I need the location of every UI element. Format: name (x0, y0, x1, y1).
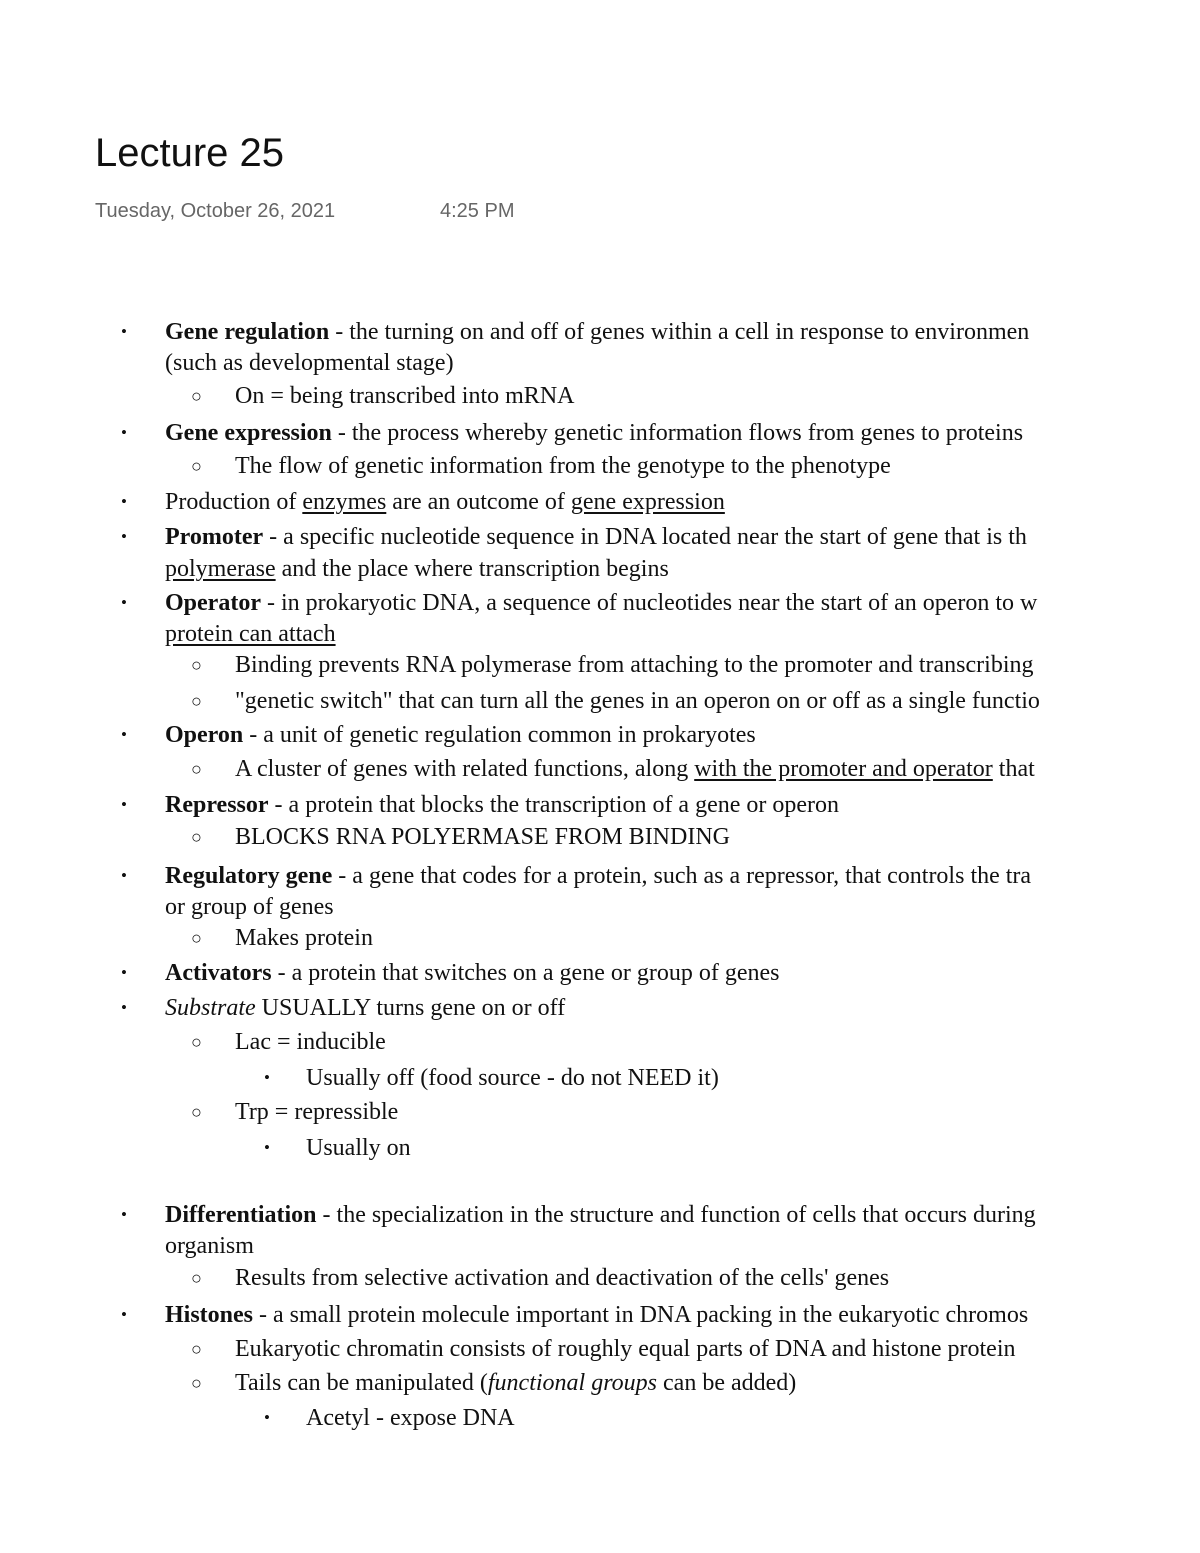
definition: - a unit of genetic regulation common in prokaryotes (243, 722, 756, 748)
bullet-icon: • (121, 322, 127, 341)
bullet-icon: • (121, 492, 127, 511)
page-title: Lecture 25 (95, 131, 285, 175)
sub-bullet-icon: ○ (191, 1268, 202, 1288)
definition: - a protein that switches on a gene or group of genes (271, 960, 780, 986)
term: Activators (165, 960, 272, 986)
sub-bullet-icon: ○ (191, 1032, 202, 1052)
sub-bullet-icon: ○ (191, 1339, 202, 1359)
sub-bullet-icon: ○ (191, 1373, 202, 1393)
list-item (165, 958, 779, 988)
sub-list-item: Lac = inducible (235, 1029, 386, 1055)
definition: - a specific nucleotide sequence in DNA located near the start of gene that is th (263, 524, 1027, 550)
sub-sub-list-item: Usually on (306, 1135, 411, 1161)
page-date: Tuesday, October 26, 2021 (95, 200, 336, 222)
sub-list-item: Eukaryotic chromatin consists of roughly equal parts of DNA and histone protein (235, 1336, 1016, 1362)
term: Gene regulation (165, 319, 330, 345)
definition: - the specialization in the structure and function of cells that occurs during (316, 1202, 1036, 1228)
sub-sub-list-item: Acetyl - expose DNA (306, 1405, 515, 1431)
page-time: 4:25 PM (440, 200, 515, 222)
italic-text: functional groups (487, 1370, 658, 1396)
definition: - in prokaryotic DNA, a sequence of nucleotides near the start of an operon to w (260, 590, 1038, 616)
definition: - a small protein molecule important in DNA packing in the eukaryotic chromos (253, 1302, 1029, 1328)
sub-bullet-icon: ○ (191, 655, 202, 675)
text: and the place where transcription begins (275, 556, 669, 582)
definition: - a gene that codes for a protein, such as a repressor, that controls the tra (332, 863, 1032, 889)
text: can be added) (657, 1370, 797, 1396)
sub-list-item: "genetic switch" that can turn all the genes in an operon on or off as a single functio (235, 688, 1040, 714)
list-item (165, 487, 725, 517)
definition: - the process whereby genetic information flows from genes to proteins (331, 420, 1024, 446)
bullet-icon: • (121, 423, 127, 442)
list-item (165, 1300, 1028, 1330)
list-item (165, 522, 1027, 552)
underlined-text: polymerase (165, 556, 276, 582)
bullet-icon: • (121, 866, 127, 885)
definition: - a protein that blocks the transcription of a gene or operon (268, 792, 840, 818)
list-item-continuation: or group of genes (165, 894, 334, 920)
underlined-text: enzymes (302, 489, 387, 515)
sub-bullet-icon: ○ (191, 456, 202, 476)
sub-bullet-icon: ○ (191, 827, 202, 847)
sub-list-item (235, 1368, 796, 1398)
list-item (165, 418, 1023, 448)
list-item (165, 588, 1037, 618)
sub-list-item: Trp = repressible (235, 1099, 399, 1125)
text: Tails can be manipulated ( (235, 1370, 488, 1396)
sub-sub-bullet-icon: • (264, 1138, 270, 1157)
bullet-icon: • (121, 795, 127, 814)
sub-bullet-icon: ○ (191, 691, 202, 711)
list-item (165, 1200, 1036, 1230)
sub-list-item: BLOCKS RNA POLYERMASE FROM BINDING (235, 824, 730, 850)
italic-term: Substrate (165, 995, 256, 1021)
bullet-icon: • (121, 1205, 127, 1224)
list-item-continuation: (such as developmental stage) (165, 350, 454, 376)
list-item-continuation (165, 619, 336, 649)
bullet-icon: • (121, 527, 127, 546)
term: Promoter (165, 524, 264, 550)
term: Histones (165, 1302, 254, 1328)
definition: - the turning on and off of genes within a cell in response to environmen (329, 319, 1030, 345)
bullet-icon: • (121, 998, 127, 1017)
list-item-continuation: organism (165, 1233, 254, 1259)
text: that (992, 756, 1035, 782)
sub-list-item (235, 754, 1035, 784)
term: Repressor (165, 792, 269, 818)
sub-list-item: Makes protein (235, 925, 373, 951)
sub-sub-list-item: Usually off (food source - do not NEED it) (306, 1065, 719, 1091)
bullet-icon: • (121, 593, 127, 612)
sub-bullet-icon: ○ (191, 759, 202, 779)
term: Gene expression (165, 420, 332, 446)
bullet-icon: • (121, 1305, 127, 1324)
underlined-text: with the promoter and operator (694, 756, 993, 782)
sub-list-item: Binding prevents RNA polymerase from attaching to the promoter and transcribing (235, 652, 1034, 678)
text: Production of (165, 489, 303, 515)
list-item (165, 720, 756, 750)
sub-bullet-icon: ○ (191, 928, 202, 948)
sub-bullet-icon: ○ (191, 1102, 202, 1122)
sub-bullet-icon: ○ (191, 386, 202, 406)
list-item-continuation (165, 554, 669, 584)
term: Operator (165, 590, 261, 616)
list-item (165, 861, 1031, 891)
text: are an outcome of (386, 489, 571, 515)
sub-list-item: Results from selective activation and deactivation of the cells' genes (235, 1265, 890, 1291)
bullet-icon: • (121, 725, 127, 744)
term: Differentiation (165, 1202, 317, 1228)
bullet-icon: • (121, 963, 127, 982)
list-item (165, 993, 565, 1023)
sub-sub-bullet-icon: • (264, 1408, 270, 1427)
underlined-text: protein can attach (165, 621, 336, 647)
sub-list-item: On = being transcribed into mRNA (235, 383, 575, 409)
term: Regulatory gene (165, 863, 333, 889)
text: A cluster of genes with related functions, along (235, 756, 695, 782)
sub-sub-bullet-icon: • (264, 1068, 270, 1087)
list-item (165, 790, 839, 820)
sub-list-item: The flow of genetic information from the genotype to the phenotype (235, 453, 891, 479)
underlined-text: gene expression (570, 489, 725, 515)
list-item (165, 317, 1029, 347)
text: USUALLY turns gene on or off (255, 995, 566, 1021)
term: Operon (165, 722, 244, 748)
